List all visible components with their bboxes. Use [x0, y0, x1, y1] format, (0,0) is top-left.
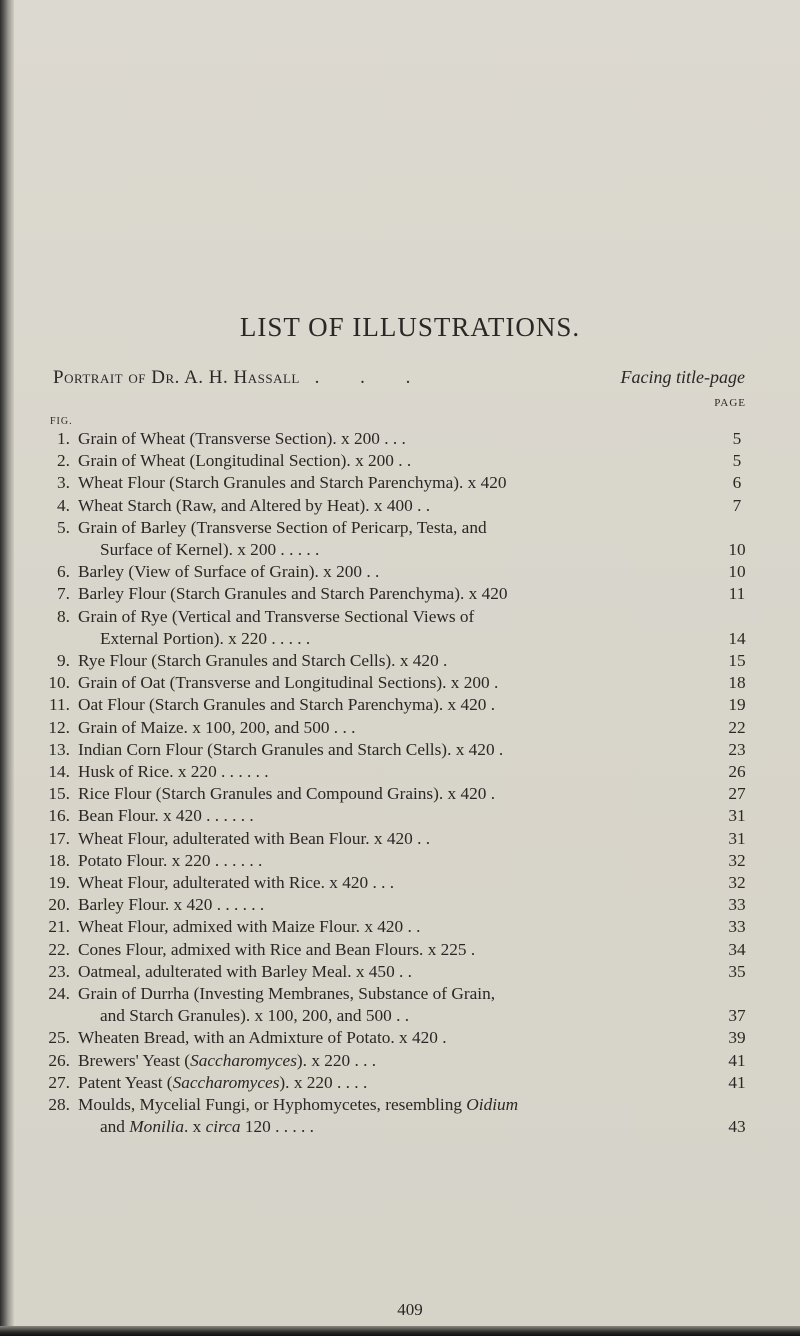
portrait-label: Portrait of Dr. A. H. Hassall	[53, 367, 300, 388]
list-item	[0, 428, 800, 450]
figure-caption-continuation: External Portion). x 220 . . . . .	[100, 628, 311, 648]
figure-number: 11.	[49, 695, 70, 715]
figure-number: 14.	[48, 762, 70, 781]
list-item	[0, 983, 800, 1027]
figure-page-number: 19	[728, 695, 746, 715]
figure-caption: Potato Flour. x 220 . . . . . .	[78, 850, 263, 870]
figure-number: 28.	[48, 1095, 70, 1114]
figure-number: 9.	[57, 651, 70, 670]
figure-number: 20.	[48, 895, 70, 915]
figure-number: 15.	[48, 784, 70, 804]
figure-number: 27.	[48, 1072, 70, 1092]
figure-number: 3.	[57, 473, 70, 493]
figure-caption: Cones Flour, admixed with Rice and Bean Flours. x 225 .	[78, 939, 476, 959]
figure-number: 22.	[48, 939, 70, 959]
figure-page-number: 43	[728, 1117, 746, 1137]
list-item	[0, 672, 800, 694]
figure-caption: Grain of Durrha (Investing Membranes, Substance of Grain,	[78, 984, 496, 1003]
figure-number: 24.	[48, 984, 70, 1003]
list-item	[0, 828, 800, 850]
figure-page-number: 26	[728, 762, 746, 781]
figure-page-number: 34	[728, 939, 746, 959]
figure-number: 8.	[57, 606, 70, 626]
list-item	[0, 1072, 800, 1094]
list-item	[0, 783, 800, 805]
figure-number: 23.	[48, 961, 70, 981]
list-item	[0, 1027, 800, 1049]
fig-column-heading: FIG.	[50, 416, 73, 427]
figure-caption: Barley Flour (Starch Granules and Starch Parenchyma). x 420	[78, 584, 508, 604]
portrait-entry	[53, 367, 745, 389]
figure-page-number: 31	[728, 828, 746, 848]
figure-page-number: 18	[728, 673, 746, 693]
list-item	[0, 939, 800, 961]
figure-caption: Oatmeal, adulterated with Barley Meal. x 450 . .	[78, 961, 412, 981]
figure-caption: Rice Flour (Starch Granules and Compound Grains). x 420 .	[78, 784, 496, 804]
figure-page-number: 39	[728, 1028, 746, 1048]
figure-page-number: 41	[728, 1050, 746, 1070]
list-item	[0, 1094, 800, 1138]
figure-number: 2.	[57, 451, 70, 471]
figure-caption: Grain of Wheat (Transverse Section). x 200 . . .	[78, 429, 406, 448]
list-item	[0, 650, 800, 672]
list-item	[0, 606, 800, 650]
list-item	[0, 495, 800, 517]
portrait-page-ref: Facing title-page	[620, 367, 745, 387]
figure-caption: Barley Flour. x 420 . . . . . .	[78, 895, 265, 915]
figure-number: 16.	[48, 806, 70, 826]
list-item	[0, 872, 800, 894]
figure-number: 21.	[48, 917, 70, 937]
figure-page-number: 5	[732, 451, 742, 471]
figure-number: 12.	[48, 717, 70, 737]
figure-number: 25.	[48, 1028, 70, 1048]
figure-caption-continuation: and Monilia. x circa 120 . . . . .	[100, 1117, 314, 1137]
figure-page-number: 27	[728, 784, 746, 804]
figure-page-number: 11	[728, 584, 746, 604]
list-item	[0, 894, 800, 916]
figure-page-number: 5	[732, 429, 742, 448]
figure-number: 4.	[57, 495, 70, 515]
figure-page-number: 33	[728, 895, 746, 915]
figure-page-number: 33	[728, 917, 746, 937]
figure-caption: Bean Flour. x 420 . . . . . .	[78, 806, 254, 826]
figure-page-number: 10	[728, 562, 746, 582]
figure-caption: Grain of Rye (Vertical and Transverse Sectional Views of	[78, 606, 475, 626]
figure-caption: Barley (View of Surface of Grain). x 200 . .	[78, 562, 380, 582]
figure-number: 26.	[48, 1050, 70, 1070]
figure-caption: Grain of Oat (Transverse and Longitudinal Sections). x 200 .	[78, 673, 499, 693]
figure-caption: Wheat Starch (Raw, and Altered by Heat). x 400 . .	[78, 495, 431, 515]
figure-number: 19.	[48, 873, 70, 892]
figure-page-number: 7	[732, 495, 742, 515]
figure-page-number: 31	[728, 806, 746, 826]
figure-caption: Wheat Flour (Starch Granules and Starch Parenchyma). x 420	[78, 473, 507, 493]
figure-caption-continuation: and Starch Granules). x 100, 200, and 500 . .	[100, 1006, 410, 1026]
list-item	[0, 561, 800, 583]
list-item	[0, 583, 800, 605]
list-item	[0, 517, 800, 561]
figure-page-number: 41	[728, 1072, 746, 1092]
list-item	[0, 739, 800, 761]
figure-caption: Indian Corn Flour (Starch Granules and Starch Cells). x 420 .	[78, 739, 504, 759]
list-item	[0, 961, 800, 983]
portrait-leader-dots: . . .	[314, 367, 429, 388]
figure-page-number: 6	[732, 473, 742, 493]
page-number: 409	[397, 1300, 423, 1319]
list-item	[0, 916, 800, 938]
figure-page-number: 35	[728, 961, 746, 981]
figure-number: 17.	[48, 828, 70, 848]
list-item	[0, 694, 800, 716]
page-column-heading: PAGE	[714, 397, 746, 409]
figure-caption: Grain of Barley (Transverse Section of Pericarp, Testa, and	[78, 517, 487, 537]
figure-caption: Grain of Wheat (Longitudinal Section). x 200 . .	[78, 451, 412, 471]
figure-number: 10.	[48, 673, 70, 693]
figure-caption: Brewers' Yeast (Saccharomyces). x 220 . . .	[78, 1050, 377, 1070]
figure-page-number: 10	[728, 539, 746, 559]
figure-page-number: 32	[728, 850, 746, 870]
figure-page-number: 23	[728, 739, 746, 759]
figure-caption: Husk of Rice. x 220 . . . . . .	[78, 762, 269, 781]
figure-number: 7.	[57, 584, 70, 604]
figure-page-number: 14	[728, 628, 746, 648]
figure-number: 5.	[57, 517, 70, 537]
list-item	[0, 805, 800, 827]
list-item	[0, 472, 800, 494]
figure-caption: Moulds, Mycelial Fungi, or Hyphomycetes, resembling Oidium	[78, 1095, 519, 1114]
list-item	[0, 761, 800, 783]
figure-caption: Oat Flour (Starch Granules and Starch Parenchyma). x 420 .	[78, 695, 496, 715]
list-item	[0, 717, 800, 739]
figure-number: 13.	[48, 739, 70, 759]
figure-page-number: 15	[728, 651, 746, 670]
list-item	[0, 450, 800, 472]
figure-number: 18.	[48, 850, 70, 870]
figure-caption: Wheat Flour, adulterated with Rice. x 420 . . .	[78, 873, 395, 892]
figure-number: 1.	[57, 429, 70, 448]
figure-caption: Wheaten Bread, with an Admixture of Potato. x 420 .	[78, 1028, 447, 1048]
figure-page-number: 37	[728, 1006, 746, 1026]
page-title: LIST OF ILLUSTRATIONS.	[239, 312, 581, 342]
figure-number: 6.	[57, 562, 70, 582]
list-item	[0, 850, 800, 872]
list-item	[0, 1050, 800, 1072]
figure-caption: Rye Flour (Starch Granules and Starch Cells). x 420 .	[78, 651, 448, 670]
page-bottom-edge	[0, 1326, 800, 1336]
figure-caption: Wheat Flour, adulterated with Bean Flour. x 420 . .	[78, 828, 431, 848]
figure-page-number: 32	[728, 873, 746, 892]
figure-page-number: 22	[728, 717, 746, 737]
figure-caption: Patent Yeast (Saccharomyces). x 220 . . . .	[78, 1072, 368, 1092]
figure-caption-continuation: Surface of Kernel). x 200 . . . . .	[100, 539, 320, 559]
figure-caption: Wheat Flour, admixed with Maize Flour. x 420 . .	[78, 917, 421, 937]
figure-caption: Grain of Maize. x 100, 200, and 500 . . .	[78, 717, 356, 737]
